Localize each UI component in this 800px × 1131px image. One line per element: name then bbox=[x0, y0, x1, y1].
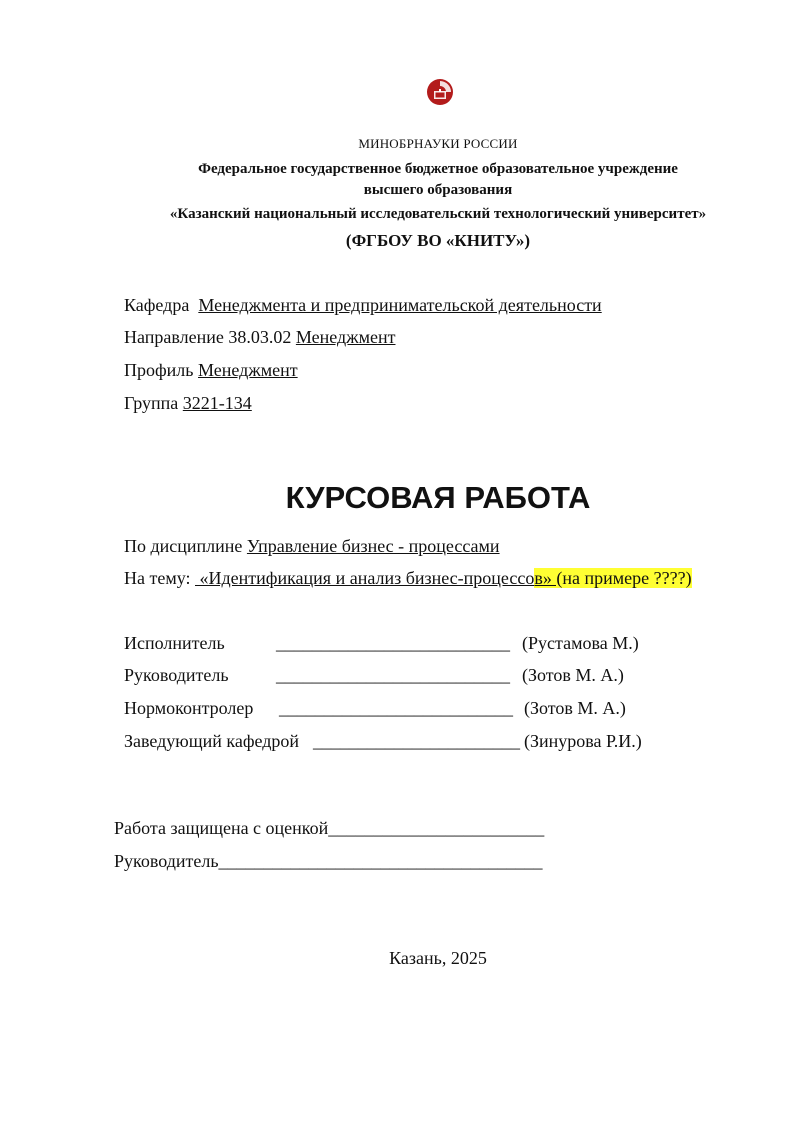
profile-label: Профиль bbox=[124, 360, 194, 380]
university-emblem-icon bbox=[426, 78, 454, 106]
defense-supervisor-line bbox=[114, 851, 543, 872]
signature-line-supervisor: __________________________ bbox=[276, 665, 510, 685]
discipline-line bbox=[124, 536, 500, 557]
signature-name-executor: (Рустамова М.) bbox=[522, 633, 639, 653]
grade-blank: ________________________ bbox=[328, 818, 545, 838]
organization-line-1: Федеральное государственное бюджетное образовательное учреждение bbox=[198, 161, 678, 177]
city-year: Казань, 2025 bbox=[389, 948, 487, 968]
discipline-value: Управление бизнес - процессами bbox=[246, 536, 500, 556]
organization-line-2: высшего образования bbox=[363, 182, 513, 198]
topic-value-highlighted: в» bbox=[534, 568, 557, 588]
topic-line bbox=[124, 568, 692, 589]
organization-abbreviation: (ФГБОУ ВО «КНИТУ») bbox=[345, 231, 531, 250]
direction-line bbox=[124, 327, 396, 348]
signature-role-executor: Исполнитель bbox=[124, 633, 225, 653]
profile-value: Менеджмент bbox=[198, 360, 298, 380]
profile-line bbox=[124, 360, 298, 381]
direction-label: Направление 38.03.02 bbox=[124, 327, 292, 347]
ministry-name: МИНОБРНАУКИ РОССИИ bbox=[358, 136, 518, 151]
department-value: Менеджмента и предпринимательской деятельности bbox=[198, 295, 602, 315]
group-label: Группа bbox=[124, 393, 179, 413]
signature-role-normcontroller: Нормоконтролер bbox=[124, 698, 254, 718]
signature-role-head-of-department: Заведующий кафедрой bbox=[124, 731, 300, 751]
signature-line-normcontroller: __________________________ bbox=[279, 698, 513, 718]
signature-line-executor: __________________________ bbox=[276, 633, 510, 653]
department-line bbox=[124, 295, 602, 316]
organization-line-3: «Казанский национальный исследовательский технологический университет» bbox=[169, 206, 707, 222]
signature-name-head-of-department: (Зинурова Р.И.) bbox=[524, 731, 642, 751]
defense-supervisor-blank: ____________________________________ bbox=[218, 851, 543, 871]
signature-name-normcontroller: (Зотов М. А.) bbox=[524, 698, 626, 718]
defense-supervisor-label: Руководитель bbox=[114, 851, 219, 871]
group-value: 3221-134 bbox=[182, 393, 252, 413]
topic-label: На тему: bbox=[124, 568, 191, 588]
group-line bbox=[124, 393, 252, 414]
signature-name-supervisor: (Зотов М. А.) bbox=[522, 665, 624, 685]
topic-note: (на примере ????) bbox=[556, 568, 692, 588]
topic-value: «Идентификация и анализ бизнес-процессо bbox=[195, 568, 535, 588]
grade-line bbox=[114, 818, 544, 839]
direction-value: Менеджмент bbox=[295, 327, 396, 347]
department-label: Кафедра bbox=[124, 295, 190, 315]
signature-line-head-of-department: _______________________ bbox=[313, 731, 520, 751]
signature-role-supervisor: Руководитель bbox=[124, 665, 229, 685]
discipline-label: По дисциплине bbox=[124, 536, 243, 556]
work-title: КУРСОВАЯ РАБОТА bbox=[285, 480, 591, 515]
grade-label: Работа защищена с оценкой bbox=[114, 818, 329, 838]
